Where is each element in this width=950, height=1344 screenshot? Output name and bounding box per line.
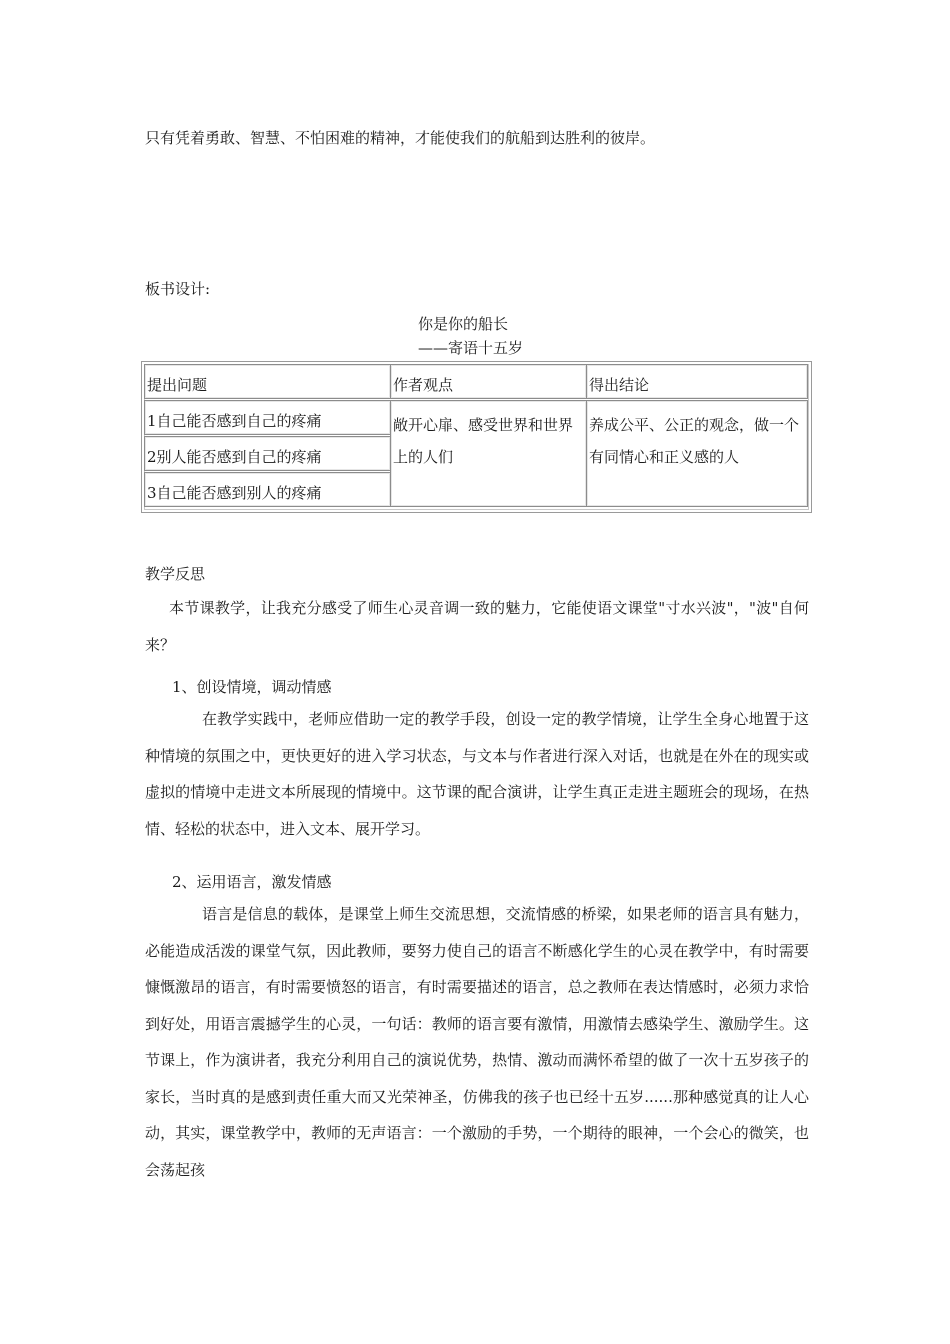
table-header-conclusion: 得出结论 <box>586 364 808 399</box>
board-table <box>141 361 812 513</box>
section2-body: 语言是信息的载体，是课堂上师生交流思想，交流情感的桥梁，如果老师的语言具有魅力，必能造成活泼的课堂气氛，因此教师，要努力使自己的语言不断感化学生的心灵在教学中，有时需要慷慨激昂的语言，有时需要愤怒的语言，有时需要描述的语言，总之教师在表达情感时，必须力求恰到好处，用语言震撼学生的心灵，一句话：教师的语言要有激情，用激情去感染学生、激励学生。这节课上，作为演讲者，我充分利用自己的演说优势，热情、激动而满怀希望的做了一次十五岁孩子的家长，当时真的是感到责任重大而又光荣神圣，仿佛我的孩子也已经十五岁......那种感觉真的让人心动，其实，课堂教学中，教师的无声语言：一个激励的手势，一个期待的眼神，一个会心的微笑，也会荡起孩 <box>145 905 809 1179</box>
board-subtitle: ——寄语十五岁 <box>418 339 524 357</box>
section1-body: 在教学实践中，老师应借助一定的教学手段，创设一定的教学情境，让学生全身心地置于这种情境的氛围之中，更快更好的进入学习状态，与文本与作者进行深入对话，也就是在外在的现实或虚拟的情境中走进文本所展现的情境中。这节课的配合演讲，让学生真正走进主题班会的现场，在热情、轻松的状态中，进入文本、展开学习。 <box>145 710 809 838</box>
table-conclusion: 养成公平、公正的观念，做一个有同情心和正义感的人 <box>586 400 808 507</box>
table-header-author-view: 作者观点 <box>390 364 587 399</box>
table-header-question: 提出问题 <box>144 364 391 399</box>
reflection-heading: 教学反思 <box>145 565 206 583</box>
table-question-2: 2别人能否感到自己的疼痛 <box>144 436 391 471</box>
section2-title: 2、运用语言，激发情感 <box>172 873 332 891</box>
board-title: 你是你的船长 <box>418 315 509 333</box>
table-author-view: 敞开心扉、感受世界和世界上的人们 <box>390 400 587 507</box>
table-question-1: 1自己能否感到自己的疼痛 <box>144 400 391 435</box>
section1-title: 1、创设情境，调动情感 <box>172 678 332 696</box>
table-question-3: 3自己能否感到别人的疼痛 <box>144 472 391 507</box>
reflection-opening: 本节课教学，让我充分感受了师生心灵音调一致的魅力，它能使语文课堂"寸水兴波"，"波"自何来？ <box>145 599 809 654</box>
board-design-heading: 板书设计: <box>145 280 211 298</box>
intro-sentence: 只有凭着勇敢、智慧、不怕困难的精神，才能使我们的航船到达胜利的彼岸。 <box>145 129 656 147</box>
